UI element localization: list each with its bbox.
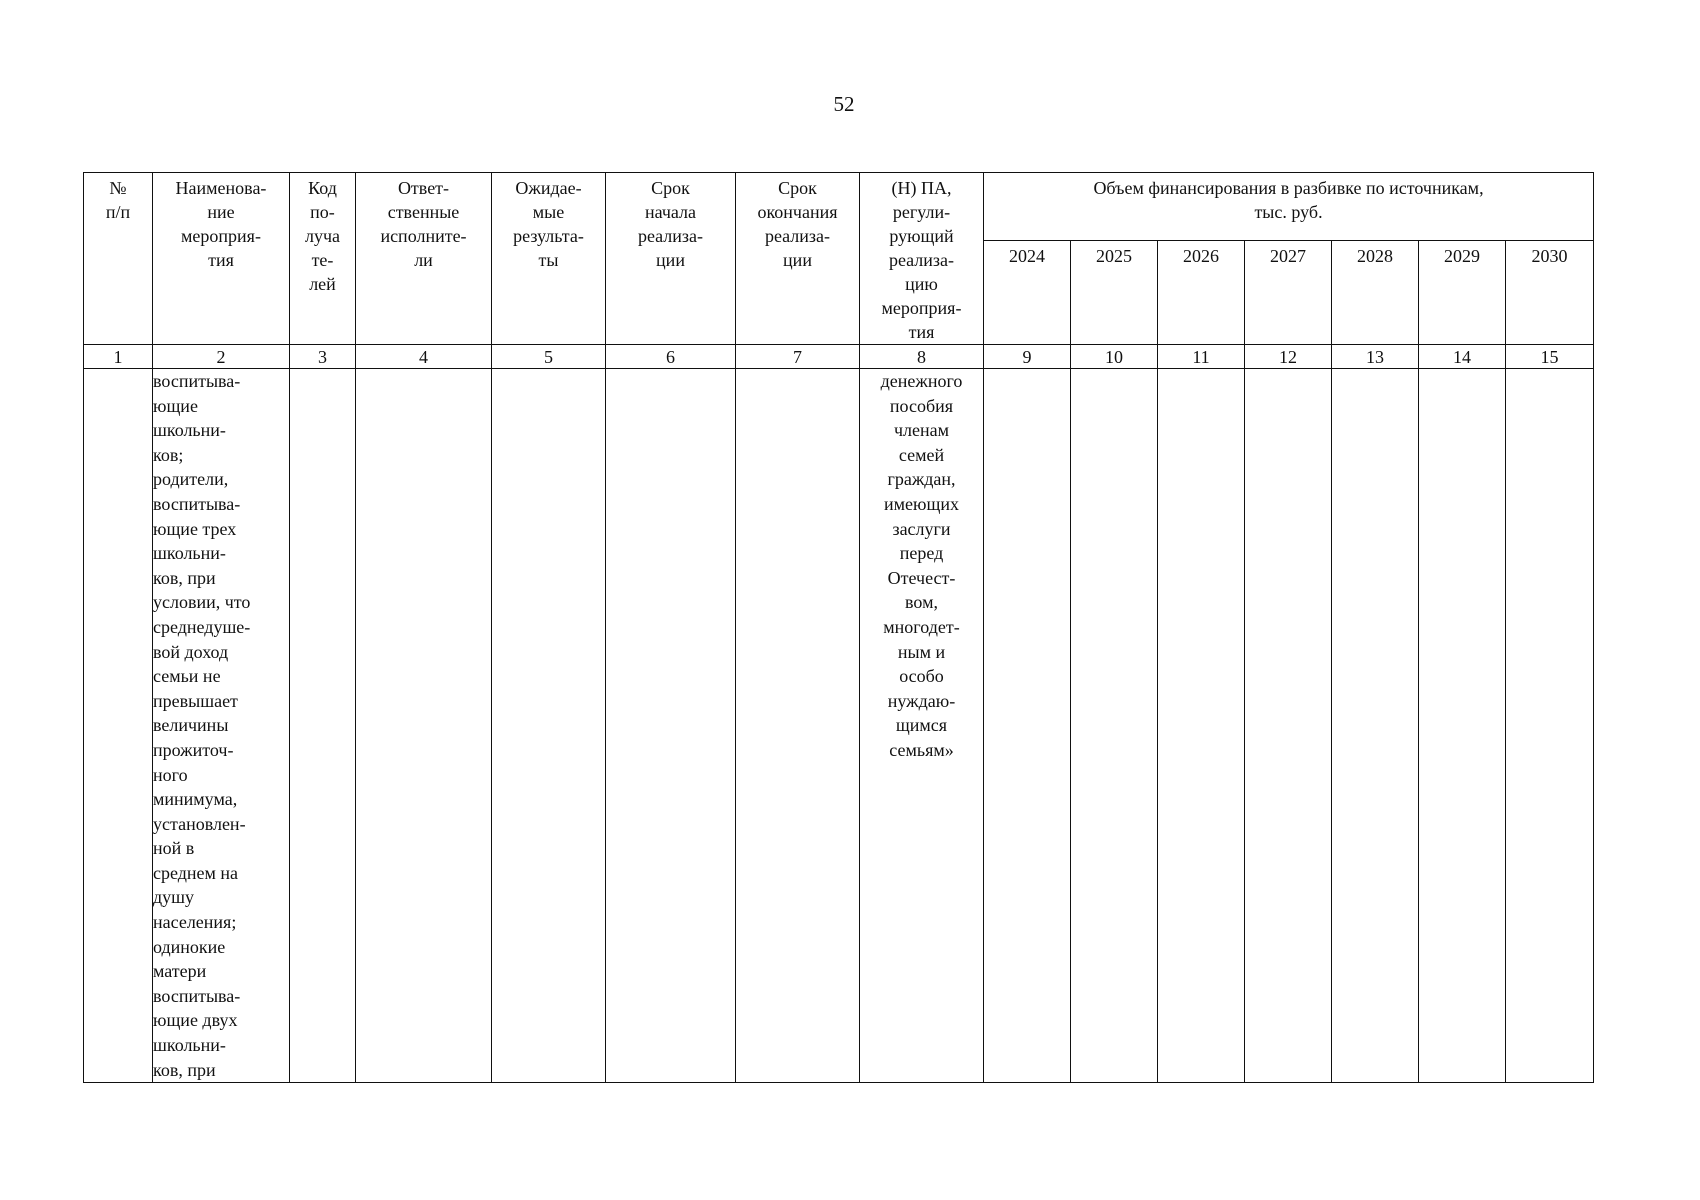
- text-line: тыс. руб.: [1254, 202, 1323, 222]
- cell-responsible: [356, 369, 492, 1083]
- column-number: 4: [356, 345, 492, 369]
- text-line: перед: [899, 543, 944, 564]
- text-line: регули-: [892, 202, 951, 222]
- text-line: величины: [153, 715, 229, 736]
- header-year: 2029: [1419, 241, 1506, 345]
- text-line: п/п: [105, 202, 131, 222]
- text-line: превышает: [153, 690, 238, 711]
- text-line: ственные: [387, 202, 460, 222]
- header-recipient-code: [290, 173, 356, 345]
- column-number: 1: [84, 345, 153, 369]
- text-line: ной в: [153, 838, 195, 859]
- text-line: лей: [309, 274, 336, 294]
- text-line: многодет-: [883, 616, 960, 637]
- text-line: тия: [908, 322, 935, 342]
- text-line: рующий: [889, 226, 954, 246]
- text-line: Наименова-: [175, 178, 267, 198]
- header-activity-name: [153, 173, 290, 345]
- text-line: ков;: [153, 444, 184, 465]
- text-line: среднем на: [153, 862, 239, 883]
- text-line: душу: [153, 887, 195, 908]
- column-number: 7: [736, 345, 860, 369]
- text-line: Ответ-: [397, 178, 450, 198]
- header-year: 2030: [1506, 241, 1594, 345]
- text-line: мероприя-: [181, 226, 261, 246]
- text-line: ли: [414, 250, 433, 270]
- column-number: 11: [1158, 345, 1245, 369]
- cell-year-2026: [1158, 369, 1245, 1083]
- text-line: ние: [207, 202, 235, 222]
- text-line: Отечест-: [887, 567, 956, 588]
- text-line: ным и: [897, 641, 946, 662]
- text-line: окончания: [757, 202, 838, 222]
- text-line: школьни-: [153, 543, 226, 564]
- text-line: №: [109, 178, 127, 198]
- page-number: 52: [833, 92, 855, 116]
- text-line: среднедуше-: [153, 616, 251, 637]
- text-line: особо: [899, 666, 944, 687]
- text-line: населения;: [153, 912, 237, 933]
- text-line: ков, при: [153, 1059, 216, 1080]
- text-line: денежного: [880, 371, 963, 391]
- table-row: [84, 369, 1594, 1083]
- text-line: нуждаю-: [887, 690, 956, 711]
- text-line: прожиточ-: [153, 739, 234, 760]
- text-line: членам: [893, 420, 950, 441]
- text-line: ты: [538, 250, 559, 270]
- cell-regulatory-act: [860, 369, 984, 1083]
- text-line: родители,: [153, 469, 229, 490]
- column-number: 9: [984, 345, 1071, 369]
- cell-activity-name: [153, 369, 290, 1083]
- cell-year-2024: [984, 369, 1071, 1083]
- text-line: результа-: [513, 226, 584, 246]
- column-numbers-row: [84, 345, 1594, 369]
- column-number: 8: [860, 345, 984, 369]
- text-line: тия: [208, 250, 234, 270]
- header-year: 2026: [1158, 241, 1245, 345]
- text-line: ющие двух: [153, 1010, 238, 1031]
- text-line: реализа-: [637, 226, 704, 246]
- header-responsible: [356, 173, 492, 345]
- text-line: семей: [898, 444, 945, 465]
- text-line: луча: [304, 226, 341, 246]
- cell-end-date: [736, 369, 860, 1083]
- header-end-date: [736, 173, 860, 345]
- column-number: 6: [606, 345, 736, 369]
- text-line: граждан,: [887, 469, 956, 490]
- column-number: 10: [1071, 345, 1158, 369]
- text-line: (Н) ПА,: [891, 178, 952, 198]
- text-line: условии, что: [153, 592, 251, 613]
- text-line: одинокие: [153, 936, 226, 957]
- column-number: 14: [1419, 345, 1506, 369]
- header-year: 2024: [984, 241, 1071, 345]
- text-line: Объем финансирования в разбивке по источникам,: [1093, 178, 1484, 198]
- text-line: ного: [153, 764, 188, 785]
- cell-recipient-code: [290, 369, 356, 1083]
- text-line: семьи не: [153, 666, 221, 687]
- text-line: школьни-: [153, 1035, 226, 1056]
- cell-year-2030: [1506, 369, 1594, 1083]
- header-year: 2028: [1332, 241, 1419, 345]
- text-line: вой доход: [153, 641, 229, 662]
- cell-year-2025: [1071, 369, 1158, 1083]
- program-activities-table: [83, 172, 1594, 1083]
- text-line: цию: [905, 274, 938, 294]
- text-line: мые: [532, 202, 565, 222]
- column-number: 2: [153, 345, 290, 369]
- header-regulatory-act: [860, 173, 984, 345]
- text-line: реализа-: [764, 226, 831, 246]
- text-line: семьям»: [889, 739, 954, 760]
- text-line: ков, при: [153, 567, 216, 588]
- header-year: 2027: [1245, 241, 1332, 345]
- text-line: щимся: [895, 715, 948, 736]
- text-line: по-: [310, 202, 335, 222]
- text-line: воспитыва-: [153, 985, 241, 1006]
- text-line: заслуги: [892, 518, 951, 539]
- text-line: воспитыва-: [153, 493, 241, 514]
- text-line: ции: [656, 250, 685, 270]
- header-row-1: [84, 173, 1594, 241]
- text-line: те-: [311, 250, 334, 270]
- text-line: минимума,: [153, 789, 238, 810]
- text-line: пособия: [889, 395, 954, 416]
- text-line: вом,: [905, 592, 938, 613]
- header-expected-results: [492, 173, 606, 345]
- column-number: 13: [1332, 345, 1419, 369]
- header-funding-volume: [984, 173, 1594, 241]
- text-line: реализа-: [888, 250, 955, 270]
- cell-start-date: [606, 369, 736, 1083]
- header-number: [84, 173, 153, 345]
- header-start-date: [606, 173, 736, 345]
- cell-year-2029: [1419, 369, 1506, 1083]
- cell-number: [84, 369, 153, 1083]
- column-number: 12: [1245, 345, 1332, 369]
- text-line: Код: [308, 178, 337, 198]
- text-line: ющие трех: [153, 518, 237, 539]
- text-line: начала: [644, 202, 697, 222]
- text-line: школьни-: [153, 420, 226, 441]
- text-line: ющие: [153, 395, 198, 416]
- text-line: Ожидае-: [515, 178, 582, 198]
- text-line: установлен-: [153, 813, 246, 834]
- text-line: ции: [783, 250, 812, 270]
- text-line: мероприя-: [881, 298, 962, 318]
- cell-year-2028: [1332, 369, 1419, 1083]
- text-line: Срок: [651, 178, 690, 198]
- column-number: 5: [492, 345, 606, 369]
- text-line: исполните-: [380, 226, 467, 246]
- cell-year-2027: [1245, 369, 1332, 1083]
- column-number: 3: [290, 345, 356, 369]
- column-number: 15: [1506, 345, 1594, 369]
- text-line: воспитыва-: [153, 371, 241, 391]
- text-line: Срок: [778, 178, 817, 198]
- cell-expected-results: [492, 369, 606, 1083]
- header-year: 2025: [1071, 241, 1158, 345]
- text-line: имеющих: [884, 493, 959, 514]
- text-line: матери: [153, 961, 207, 982]
